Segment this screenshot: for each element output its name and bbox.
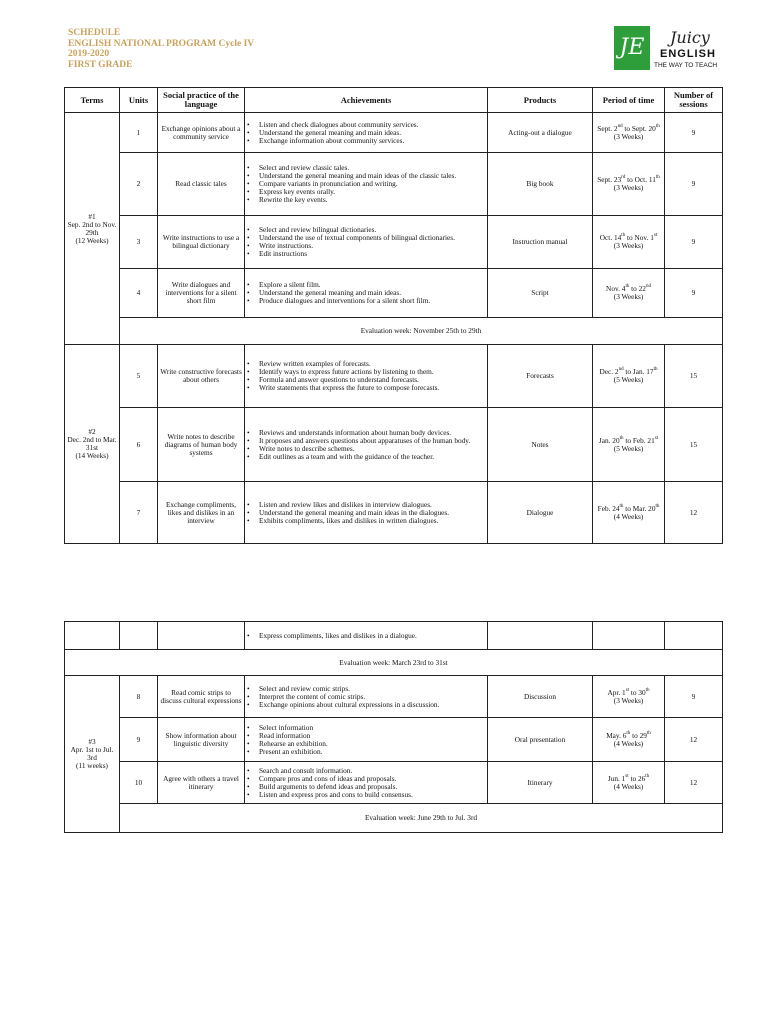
table-row — [65, 113, 723, 153]
table-row — [65, 408, 723, 482]
ordinal-suffix: nd — [618, 367, 624, 372]
period-of-time — [593, 216, 665, 269]
achievements-cell — [245, 718, 488, 762]
achievements-cell — [245, 216, 488, 269]
product: Discussion — [488, 676, 593, 718]
achievement-item: • Express compliments, likes and dislikes in a dialogue. — [247, 632, 485, 640]
table-row — [65, 676, 723, 718]
unit-number: 8 — [120, 676, 158, 718]
term-range: Sep. 2nd to Nov. 29th — [67, 219, 117, 237]
ordinal-suffix: th — [655, 123, 660, 129]
period-end: to Sept. 20 — [622, 123, 656, 133]
sessions: 9 — [665, 676, 723, 718]
period-end: to Mar. 20 — [623, 503, 656, 513]
unit-number: 7 — [120, 482, 158, 544]
sessions: 9 — [665, 153, 723, 216]
product: Instruction manual — [488, 216, 593, 269]
achievement-item: • Explore a silent film. — [247, 281, 485, 289]
period-weeks: (4 Weeks) — [613, 511, 644, 521]
period-weeks: (4 Weeks) — [613, 738, 644, 748]
achievement-item: • Listen and review likes and dislikes in interview dialogues. — [247, 501, 485, 509]
period-start: Sept. 23 — [597, 175, 622, 184]
social-practice: Write dialogues and interventions for a silent short film — [158, 269, 245, 318]
ordinal-suffix: th — [621, 233, 626, 238]
product: Big book — [488, 153, 593, 216]
achievement-item: • Produce dialogues and interventions for a silent short film. — [247, 297, 485, 305]
achievement-item: • Compare variants in pronunciation and writing. — [247, 180, 485, 188]
ordinal-suffix: nd — [617, 123, 623, 129]
period-weeks: (3 Weeks) — [613, 131, 644, 141]
ordinal-suffix: rd — [621, 175, 626, 180]
empty-cell — [488, 622, 593, 650]
ordinal-suffix: th — [655, 503, 660, 509]
period-of-time — [593, 269, 665, 318]
evaluation-week: Evaluation week: June 29th to Jul. 3rd — [120, 804, 723, 833]
period-weeks: (4 Weeks) — [613, 781, 644, 791]
table-row — [65, 269, 723, 318]
social-practice: Write instructions to use a bilingual dictionary — [158, 216, 245, 269]
logo-juicy: Juicy — [670, 28, 710, 47]
achievement-item: • Exchange opinions about cultural expressions in a discussion. — [247, 701, 485, 709]
sessions: 12 — [665, 762, 723, 804]
achievements-list — [247, 164, 485, 204]
social-practice: Exchange opinions about a community service — [158, 113, 245, 153]
achievement-item: • Write instructions. — [247, 242, 485, 250]
achievements-cell — [245, 482, 488, 544]
unit-number: 9 — [120, 718, 158, 762]
period-end: to 29 — [630, 730, 647, 740]
social-practice: Write constructive forecasts about others — [158, 345, 245, 408]
achievement-item: • Formula and answer questions to understand forecasts. — [247, 376, 485, 384]
term-weeks: (12 Weeks) — [75, 235, 109, 245]
achievement-item: • Understand the general meaning and main ideas in the dialogues. — [247, 509, 485, 517]
achievements-cell — [245, 345, 488, 408]
period-end: to Oct. 11 — [625, 175, 656, 184]
achievements-list — [247, 767, 485, 799]
period-start: Jan. 20 — [598, 435, 620, 445]
social-practice: Read comic strips to discuss cultural expressions — [158, 676, 245, 718]
logo-mark: JE — [614, 26, 650, 70]
sessions: 9 — [665, 216, 723, 269]
achievements-cell — [245, 676, 488, 718]
achievement-item: • Build arguments to defend ideas and proposals. — [247, 783, 485, 791]
header-title: SCHEDULE — [68, 28, 121, 38]
term-weeks: (14 Weeks) — [75, 451, 109, 460]
ordinal-suffix: st — [654, 435, 659, 441]
empty-cell — [65, 622, 120, 650]
term-number: #2 — [88, 427, 96, 436]
period-end: to Jan. 17 — [623, 367, 654, 376]
term-cell — [65, 113, 120, 345]
period-weeks: (3 Weeks) — [613, 292, 644, 301]
evaluation-row — [65, 650, 723, 676]
period-of-time — [593, 676, 665, 718]
schedule-table-part-1 — [64, 87, 723, 544]
period-end: to Nov. 1 — [625, 233, 654, 242]
achievements-cell — [245, 622, 488, 650]
achievement-item: • Select information — [247, 724, 485, 732]
term-weeks: (11 weeks) — [76, 761, 108, 770]
schedule-table-part-2 — [64, 621, 723, 833]
achievement-item: • Rewrite the key events. — [247, 196, 485, 204]
period-start: May. 6 — [606, 730, 627, 740]
juicy-english-logo — [614, 26, 724, 76]
period-start: Nov. 4 — [606, 284, 626, 293]
achievement-item: • Edit instructions — [247, 250, 485, 258]
achievements-list — [247, 226, 485, 258]
achievements-list — [247, 281, 485, 305]
ordinal-suffix: st — [625, 773, 629, 779]
header-program: ENGLISH NATIONAL PROGRAM Cycle IV — [68, 38, 255, 49]
col-products: Products — [488, 88, 593, 113]
period-of-time — [593, 482, 665, 544]
achievement-item: • Rehearse an exhibition. — [247, 740, 485, 748]
period-start: Jun. 1 — [607, 773, 626, 783]
achievement-item: • Select and review bilingual dictionaries. — [247, 226, 485, 234]
achievement-item: • Write notes to describe schemes. — [247, 445, 485, 453]
ordinal-suffix: th — [645, 687, 650, 693]
evaluation-week: Evaluation week: November 25th to 29th — [120, 318, 723, 345]
period-weeks: (5 Weeks) — [613, 375, 644, 384]
table-row — [65, 216, 723, 269]
table-row — [65, 345, 723, 408]
social-practice: Agree with others a travel itinerary — [158, 762, 245, 804]
period-of-time — [593, 113, 665, 153]
empty-cell — [158, 622, 245, 650]
col-social-practice: Social practice of the language — [158, 88, 245, 113]
header-year: 2019-2020 — [68, 49, 110, 59]
achievement-item: • Understand the use of textual components of bilingual dictionaries. — [247, 234, 485, 242]
logo-english: ENGLISH — [660, 48, 716, 60]
achievement-item: • Understand the general meaning and main ideas. — [247, 129, 485, 137]
unit-number: 10 — [120, 762, 158, 804]
achievements-list — [247, 121, 485, 145]
empty-cell — [665, 622, 723, 650]
achievement-item: • Select and review classic tales. — [247, 164, 485, 172]
achievements-list — [247, 724, 485, 756]
product: Notes — [488, 408, 593, 482]
sessions: 9 — [665, 269, 723, 318]
unit-number: 4 — [120, 269, 158, 318]
sessions: 15 — [665, 408, 723, 482]
social-practice: Exchange compliments, likes and dislikes in an interview — [158, 482, 245, 544]
period-start: Dec. 2 — [599, 367, 619, 376]
achievement-item: • Interpret the content of comic strips. — [247, 693, 485, 701]
achievement-item: • Search and consult information. — [247, 767, 485, 775]
period-of-time — [593, 153, 665, 216]
period-weeks: (3 Weeks) — [613, 183, 644, 192]
achievement-item: • Identify ways to express future actions by listening to them. — [247, 368, 485, 376]
achievement-item: • Write statements that express the future to compose forecasts. — [247, 384, 485, 392]
period-of-time — [593, 718, 665, 762]
evaluation-week: Evaluation week: March 23rd to 31st — [65, 650, 723, 676]
achievement-item: • Understand the general meaning and main ideas. — [247, 289, 485, 297]
period-weeks: (5 Weeks) — [613, 443, 644, 453]
table-row — [65, 762, 723, 804]
period-end: to 30 — [629, 687, 646, 697]
ordinal-suffix: st — [653, 233, 658, 238]
header-grade: FIRST GRADE — [68, 59, 133, 70]
ordinal-suffix: th — [653, 367, 658, 372]
achievement-item: • Exchange information about community services. — [247, 137, 485, 145]
term-cell — [65, 676, 120, 833]
ordinal-suffix: nd — [645, 284, 651, 289]
col-terms: Terms — [65, 88, 120, 113]
achievement-item: • Exhibits compliments, likes and dislikes in written dialogues. — [247, 517, 485, 525]
term-range: Dec. 2nd to Mar. 31st — [67, 435, 117, 452]
achievement-item: • Read information — [247, 732, 485, 740]
achievements-cell — [245, 269, 488, 318]
period-start: Feb. 24 — [597, 503, 620, 513]
period-start: Oct. 14 — [599, 233, 622, 242]
period-weeks: (3 Weeks) — [613, 695, 644, 705]
unit-number: 2 — [120, 153, 158, 216]
table-row — [65, 153, 723, 216]
document-header — [68, 28, 254, 70]
product: Dialogue — [488, 482, 593, 544]
achievement-item: • Express key events orally. — [247, 188, 485, 196]
achievements-cell — [245, 408, 488, 482]
table-row — [65, 482, 723, 544]
sessions: 12 — [665, 718, 723, 762]
unit-number: 6 — [120, 408, 158, 482]
evaluation-row — [65, 804, 723, 833]
unit-number: 1 — [120, 113, 158, 153]
sessions: 12 — [665, 482, 723, 544]
social-practice: Write notes to describe diagrams of human body systems — [158, 408, 245, 482]
achievement-item: • Listen and check dialogues about community services. — [247, 121, 485, 129]
term-range: Apr. 1st to Jul. 3rd — [70, 745, 114, 762]
table-row — [65, 718, 723, 762]
term-number: #1 — [88, 211, 96, 221]
achievement-item: • Listen and express pros and cons to build consensus. — [247, 791, 485, 799]
ordinal-suffix: th — [625, 284, 630, 289]
period-start: Sept. 2 — [597, 123, 618, 133]
period-end: to 26 — [628, 773, 646, 783]
period-end: to 22 — [629, 284, 646, 293]
period-weeks: (3 Weeks) — [613, 241, 644, 250]
achievements-list — [247, 501, 485, 525]
achievements-cell — [245, 113, 488, 153]
ordinal-suffix: th — [646, 730, 651, 736]
sessions: 9 — [665, 113, 723, 153]
achievement-item: • Compare pros and cons of ideas and proposals. — [247, 775, 485, 783]
period-of-time — [593, 408, 665, 482]
achievements-list — [247, 360, 485, 392]
achievements-list — [247, 685, 485, 709]
period-of-time — [593, 345, 665, 408]
ordinal-suffix: th — [626, 730, 631, 736]
unit-number: 3 — [120, 216, 158, 269]
product: Acting-out a dialogue — [488, 113, 593, 153]
ordinal-suffix: th — [619, 435, 624, 441]
product: Itinerary — [488, 762, 593, 804]
social-practice: Read classic tales — [158, 153, 245, 216]
achievement-item: • It proposes and answers questions about apparatuses of the human body. — [247, 437, 485, 445]
col-achievements: Achievements — [245, 88, 488, 113]
period-of-time — [593, 762, 665, 804]
period-start: Apr. 1 — [607, 687, 626, 697]
ordinal-suffix: th — [655, 175, 660, 180]
achievements-list — [247, 429, 485, 461]
product: Script — [488, 269, 593, 318]
achievement-item: • Understand the general meaning and main ideas of the classic tales. — [247, 172, 485, 180]
achievement-item: • Present an exhibition. — [247, 748, 485, 756]
col-sessions: Number of sessions — [665, 88, 723, 113]
social-practice: Show information about linguistic diversity — [158, 718, 245, 762]
achievement-item: • Select and review comic strips. — [247, 685, 485, 693]
empty-cell — [593, 622, 665, 650]
achievements-cell — [245, 153, 488, 216]
col-units: Units — [120, 88, 158, 113]
product: Forecasts — [488, 345, 593, 408]
unit-number: 5 — [120, 345, 158, 408]
empty-cell — [120, 622, 158, 650]
logo-tagline: THE WAY TO TEACH — [654, 62, 718, 69]
continuation-row — [65, 622, 723, 650]
period-end: to Feb. 21 — [623, 435, 655, 445]
ordinal-suffix: st — [625, 687, 630, 693]
achievement-item: • Reviews and understands information about human body devices. — [247, 429, 485, 437]
sessions: 15 — [665, 345, 723, 408]
evaluation-row — [65, 318, 723, 345]
ordinal-suffix: th — [619, 503, 624, 509]
term-number: #3 — [88, 737, 96, 746]
achievement-item: • Edit outlines as a team and with the guidance of the teacher. — [247, 453, 485, 461]
ordinal-suffix: th — [645, 773, 650, 779]
product: Oral presentation — [488, 718, 593, 762]
achievement-item: • Review written examples of forecasts. — [247, 360, 485, 368]
achievements-cell — [245, 762, 488, 804]
term-cell — [65, 345, 120, 544]
col-period: Period of time — [593, 88, 665, 113]
